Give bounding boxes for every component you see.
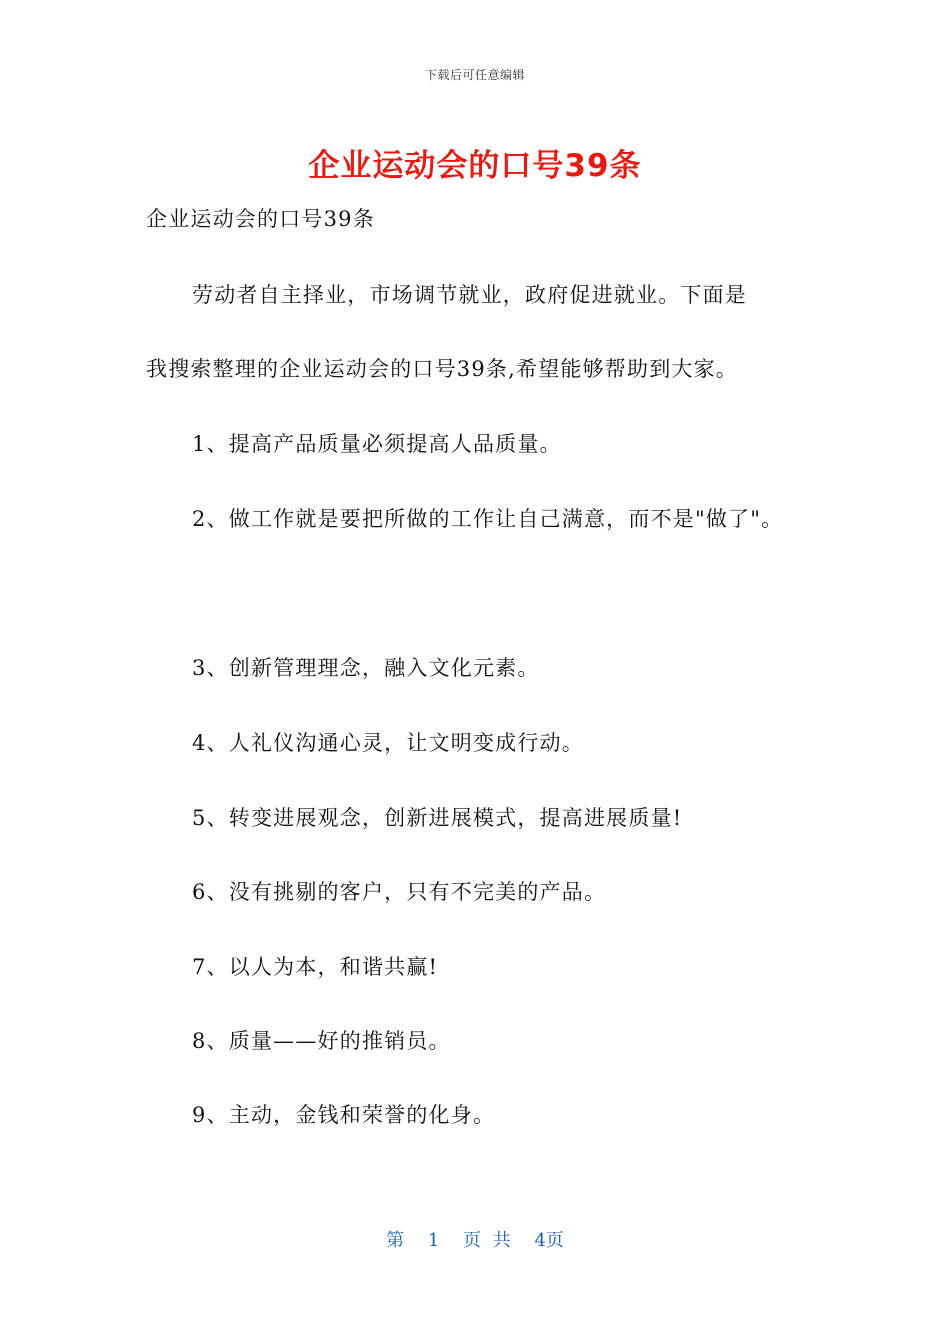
slogan-item: 5、转变进展观念，创新进展模式，提高进展质量!: [192, 806, 683, 830]
slogan-item: 6、没有挑剔的客户，只有不完美的产品。: [192, 880, 607, 904]
footer-current-page: 1: [427, 1230, 440, 1251]
document-title: 企业运动会的口号39条: [308, 148, 642, 184]
intro-line-1: 劳动者自主择业，市场调节就业，政府促进就业。下面是: [192, 283, 747, 307]
slogan-item: 4、人礼仪沟通心灵，让文明变成行动。: [192, 731, 584, 755]
page-footer: [0, 1226, 950, 1252]
footer-label-page: 第: [386, 1230, 405, 1251]
slogan-item: 9、主动，金钱和荣誉的化身。: [192, 1103, 496, 1127]
slogan-item: 1、提高产品质量必须提高人品质量。: [192, 432, 562, 456]
slogan-item: 7、以人为本，和谐共赢!: [192, 955, 439, 979]
slogan-item: 3、创新管理理念，融入文化元素。: [192, 656, 540, 680]
header-note: 下载后可任意编辑: [424, 68, 525, 82]
footer-total-pages: 4页: [534, 1230, 564, 1251]
slogan-item: 2、做工作就是要把所做的工作让自己满意，而不是"做了"。: [192, 507, 784, 531]
slogan-item: 8、质量——好的推销员。: [192, 1029, 451, 1053]
intro-line-2: 我搜索整理的企业运动会的口号39条,希望能够帮助到大家。: [146, 357, 738, 381]
document-subtitle: 企业运动会的口号39条: [146, 207, 375, 231]
footer-label-of: 页 共: [463, 1230, 511, 1251]
